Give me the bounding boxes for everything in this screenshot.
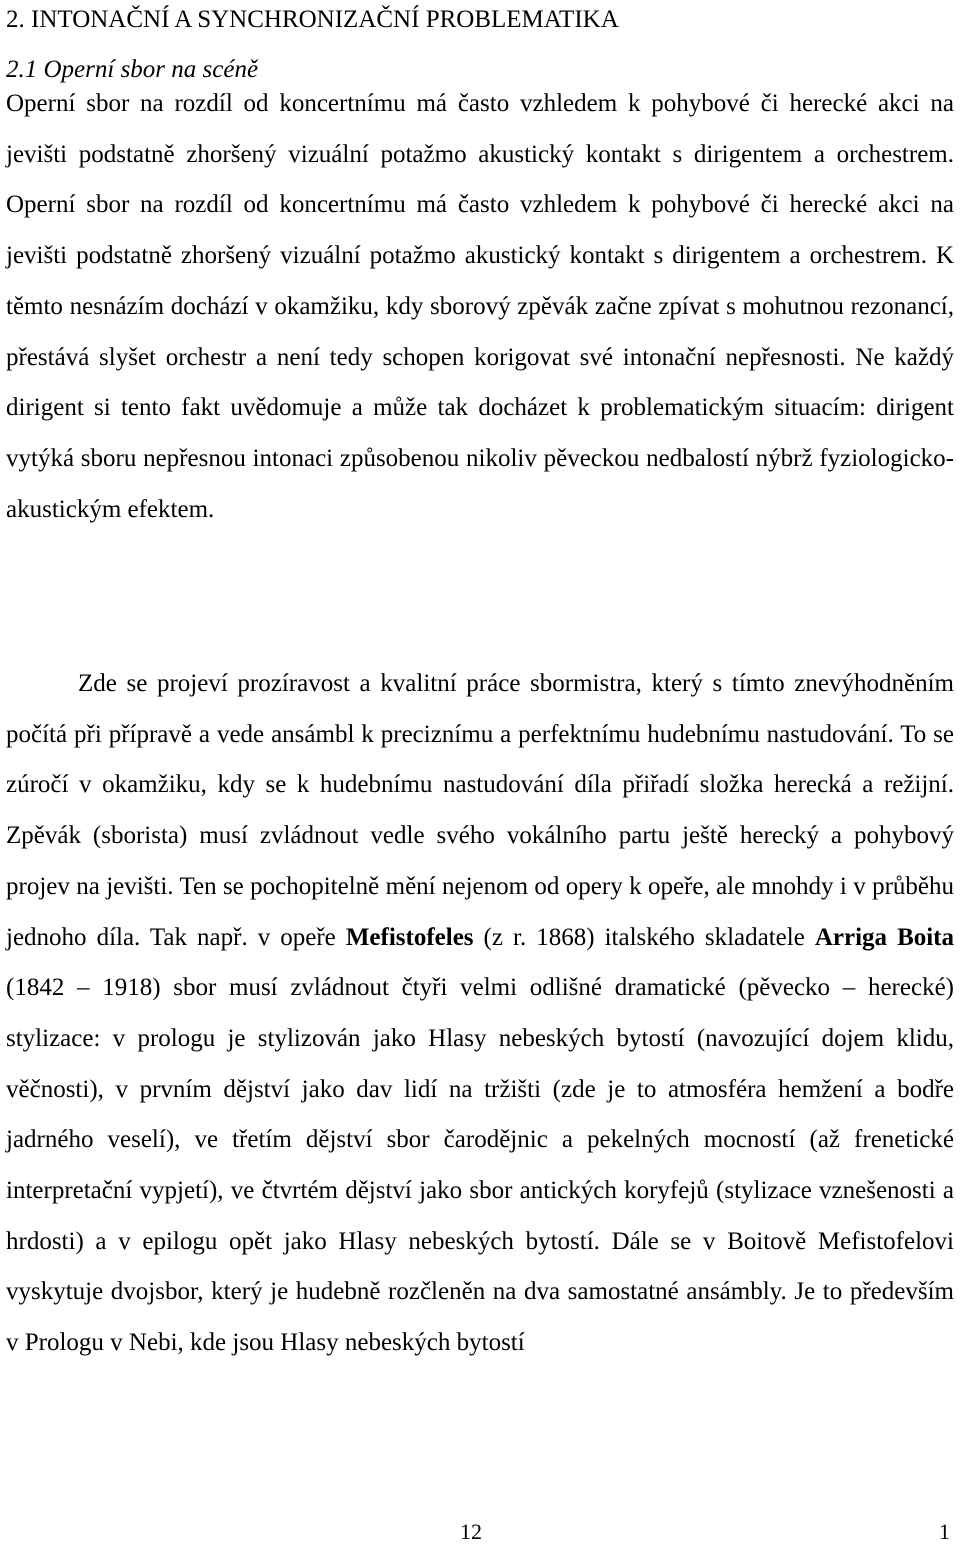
paragraph-2-text-part-2: (z r. 1868) italského skladatele: [473, 923, 815, 951]
paragraph-2-text-part-3: (1842 – 1918) sbor musí zvládnout čtyři velmi odlišné dramatické (pěvecko – herecké) stylizace: v prologu je stylizován jako Hlasy nebeských bytostí (navozující dojem klidu, věčnosti), v prvním dějství jako dav lidí na tržišti (zde je to atmosféra hemžení a bodře jadrného veselí), ve třetím dějství sbor čarodějnic a pekelných mocností (až frenetické interpretační vypjetí), ve čtvrtém dějství jako sbor antických koryfejů (stylizace vznešenosti a hrdosti) a v epilogu opět jako Hlasy nebeských bytostí. Dále se v Boitově Mefistofelovi vyskytuje dvojsbor, který je hudebně rozčleněn na dva samostatné ansámbly. Je to především v Prologu v Nebi, kde jsou Hlasy nebeských bytostí: [6, 974, 954, 1357]
body-paragraph-1: Operní sbor na rozdíl od koncertnímu má často vzhledem k pohybové či herecké akci na jevišti podstatně zhoršený vizuální potažmo akustický kontakt s dirigentem a orchestrem. Operní sbor na rozdíl od koncertnímu má často vzhledem k pohybové či herecké akci na jevišti podstatně zhoršený vizuální potažmo akustický kontakt s dirigentem a orchestrem. K těmto nesnázím dochází v okamžiku, kdy sborový zpěvák začne zpívat s mohutnou rezonancí, přestává slyšet orchestr a není tedy schopen korigovat své intonační nepřesnosti. Ne každý dirigent si tento fakt uvědomuje a může tak docházet k problematickým situacím: dirigent vytýká sboru nepřesnou intonaci způsobenou nikoliv pěveckou nedbalostí nýbrž fyziologicko-akustickým efektem.: [6, 90, 954, 523]
body-paragraph-2: [6, 659, 954, 1369]
paragraph-2-text-part-1: Zde se projeví prozíravost a kvalitní práce sbormistra, který s tímto znevýhodněním počítá při přípravě a vede ansámbl k preciznímu a perfektnímu hudebnímu nastudování. To se zúročí v okamžiku, kdy se k hudebnímu nastudování díla přiřadí složka herecká a režijní. Zpěvák (sborista) musí zvládnout vedle svého vokálního partu ještě herecký a pohybový projev na jevišti. Ten se pochopitelně mění nejenom od opery k opeře, ale mnohdy i v průběhu jednoho díla. Tak např. v opeře: [6, 670, 954, 951]
chapter-heading: 2. INTONAČNÍ A SYNCHRONIZAČNÍ PROBLEMATIKA: [6, 6, 619, 33]
section-heading: 2.1 Operní sbor na scéně: [6, 56, 259, 83]
composer-name: Arriga Boita: [814, 923, 955, 951]
sheet-number: 1: [939, 1519, 950, 1544]
opera-title: Mefistofeles: [345, 923, 474, 951]
page-number: 12: [460, 1519, 482, 1544]
